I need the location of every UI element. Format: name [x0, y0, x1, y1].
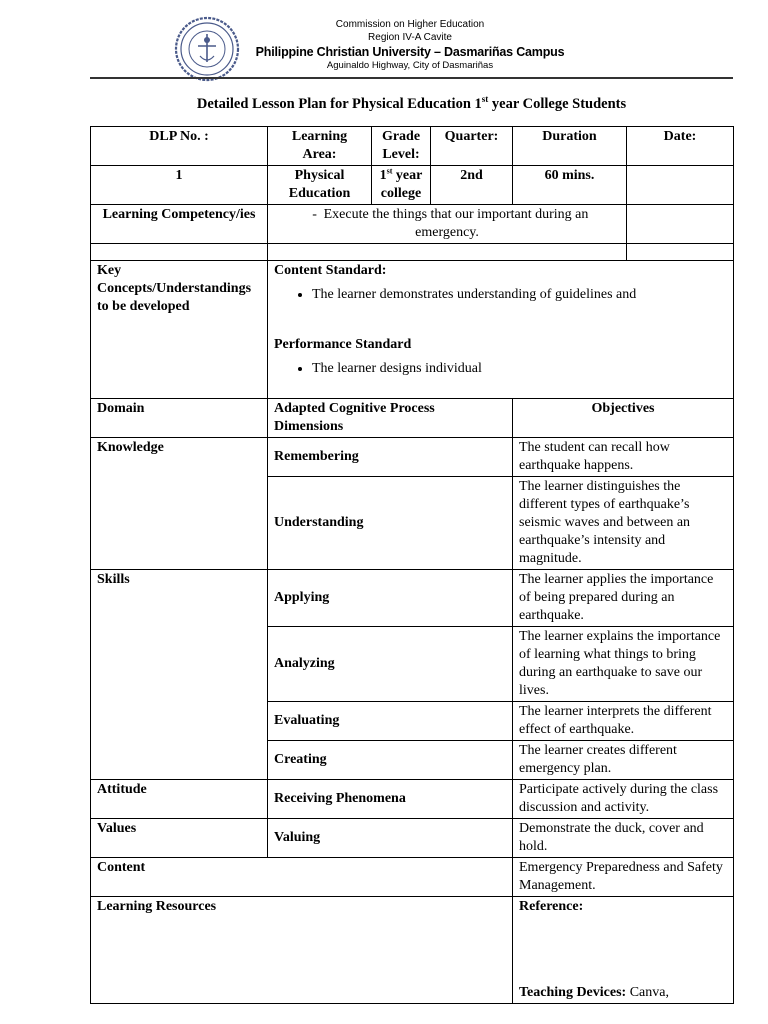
process-cell: Creating: [268, 741, 513, 780]
content-value: Emergency Preparedness and Safety Management.: [513, 858, 734, 897]
standards-cell: [268, 261, 734, 399]
domain-knowledge: Knowledge: [91, 438, 268, 570]
date-value: [627, 166, 734, 205]
domain-skills: Skills: [91, 570, 268, 780]
performance-standard-item: • The learner designs individual: [312, 360, 727, 378]
duration-value: 60 mins.: [513, 166, 627, 205]
objectives-header: Objectives: [513, 399, 734, 438]
content-standard-item: • The learner demonstrates understanding of guidelines and: [312, 286, 727, 304]
objective-cell: Demonstrate the duck, cover and hold.: [513, 819, 734, 858]
domain-values: Values: [91, 819, 268, 858]
objective-cell: The learner interprets the different effect of earthquake.: [513, 702, 734, 741]
document-header: [0, 0, 768, 80]
objective-cell: The learner explains the importance of learning what things to bring during an earthquake to save our lives.: [513, 627, 734, 702]
content-label: Content: [91, 858, 513, 897]
duration-header: Duration: [513, 127, 627, 166]
university-seal-logo: [174, 16, 240, 82]
process-cell: Applying: [268, 570, 513, 627]
process-cell: Receiving Phenomena: [268, 780, 513, 819]
performance-standard-title: Performance Standard: [274, 337, 412, 352]
process-cell: Remembering: [268, 438, 513, 477]
lesson-plan-table: [90, 126, 734, 1004]
region-line: Region IV-A Cavite: [368, 32, 452, 43]
process-cell: Understanding: [268, 477, 513, 570]
grade-level-value: 1st year college: [372, 166, 431, 205]
quarter-value: 2nd: [431, 166, 513, 205]
teaching-devices: Teaching Devices: Canva,: [519, 985, 669, 1000]
objective-cell: Participate actively during the class discussion and activity.: [513, 780, 734, 819]
competency-text: - Execute the things that our important during an emergency.: [268, 205, 627, 244]
process-header: Adapted Cognitive Process Dimensions: [268, 399, 513, 438]
header-divider: [90, 77, 733, 79]
key-concepts-label: Key Concepts/Understandings to be developed: [91, 261, 268, 399]
content-standard-title: Content Standard:: [274, 263, 387, 278]
objective-cell: The learner creates different emergency plan.: [513, 741, 734, 780]
domain-header: Domain: [91, 399, 268, 438]
spacer-cell: [91, 244, 268, 261]
spacer-cell: [268, 244, 627, 261]
domain-attitude: Attitude: [91, 780, 268, 819]
objective-cell: The learner distinguishes the different types of earthquake’s seismic waves and between an earthquake’s intensity and magnitude.: [513, 477, 734, 570]
date-header: Date:: [627, 127, 734, 166]
process-cell: Valuing: [268, 819, 513, 858]
spacer-cell: [627, 244, 734, 261]
grade-level-header: Grade Level:: [372, 127, 431, 166]
process-cell: Evaluating: [268, 702, 513, 741]
objective-cell: The student can recall how earthquake happens.: [513, 438, 734, 477]
learning-resources-cell: [513, 897, 734, 1004]
learning-area-header: Learning Area:: [268, 127, 372, 166]
dlp-header: DLP No. :: [91, 127, 268, 166]
document-title: Detailed Lesson Plan for Physical Education 1st year College Students: [196, 94, 627, 112]
competency-label: Learning Competency/ies: [91, 205, 268, 244]
university-name: Philippine Christian University – Dasmariñas Campus: [255, 45, 565, 59]
learning-area-value: Physical Education: [268, 166, 372, 205]
address-line: Aguinaldo Highway, City of Dasmariñas: [326, 60, 494, 71]
dlp-value: 1: [91, 166, 268, 205]
quarter-header: Quarter:: [431, 127, 513, 166]
competency-extra: [627, 205, 734, 244]
reference-label: Reference:: [519, 899, 584, 914]
objective-cell: The learner applies the importance of being prepared during an earthquake.: [513, 570, 734, 627]
commission-line: Commission on Higher Education: [335, 19, 485, 30]
learning-resources-label: Learning Resources: [91, 897, 513, 1004]
process-cell: Analyzing: [268, 627, 513, 702]
